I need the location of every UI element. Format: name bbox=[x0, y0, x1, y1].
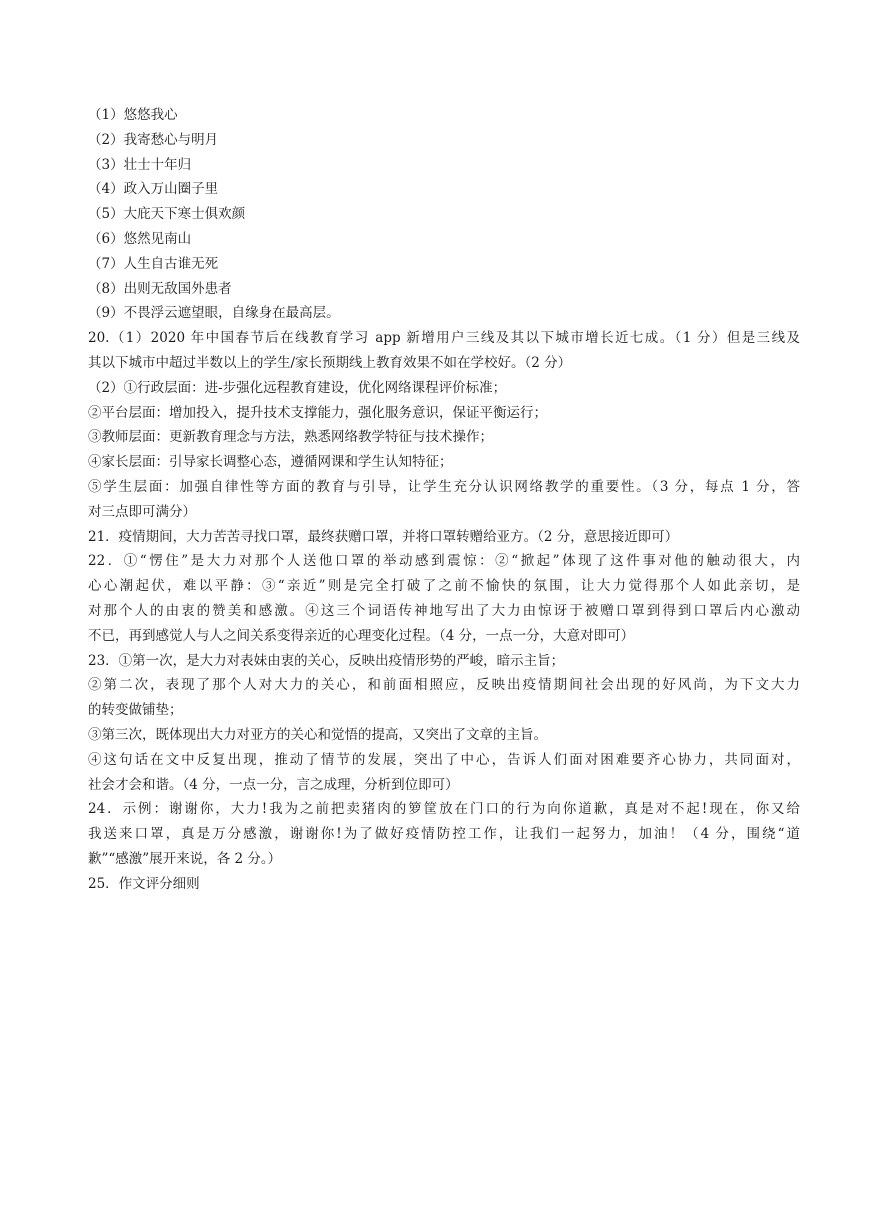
poem-answer-5: （5）大庇天下寒士俱欢颜 bbox=[88, 206, 246, 223]
poem-answer-3: （3）壮士十年归 bbox=[88, 156, 192, 173]
answer-key-page bbox=[88, 103, 800, 897]
q22-line-4: 不已，再到感觉人与人之间关系变得亲近的心理变化过程。（4 分，一点一分，大意对即可） bbox=[88, 627, 635, 644]
q20-line-5: ③教师层面：更新教育理念与方法，熟悉网络教学特征与技术操作； bbox=[88, 429, 493, 446]
poem-answer-6: （6）悠然见南山 bbox=[88, 230, 192, 247]
q22-line-1: 22．①“愣住”是大力对那个人送他口罩的举动感到震惊：②“掀起”体现了这件事对他的触动很大，内 bbox=[88, 553, 800, 570]
q24-line-2: 我送来口罩，真是万分感激，谢谢你!为了做好疫情防控工作，让我们一起努力，加油！（4 分，围绕“道 bbox=[88, 826, 800, 843]
q23-line-4: ③第三次，既体现出大力对亚方的关心和觉悟的提高，又突出了文章的主旨。 bbox=[88, 726, 547, 743]
q20-line-3: （2）①行政层面：进-步强化远程教育建设，优化网络课程评价标准； bbox=[88, 379, 507, 396]
poem-answer-2: （2）我寄愁心与明月 bbox=[88, 131, 219, 148]
q24-line-1: 24．示例：谢谢你，大力!我为之前把卖猪肉的箩筐放在门口的行为向你道歉，真是对不起!现在，你又给 bbox=[88, 801, 800, 818]
q23-line-2: ②第二次，表现了那个人对大力的关心，和前面相照应，反映出疫情期间社会出现的好风尚，为下文大力 bbox=[88, 677, 800, 694]
q25-line-1: 25．作文评分细则 bbox=[88, 875, 200, 892]
poem-answer-7: （7）人生自古谁无死 bbox=[88, 255, 219, 272]
q23-line-6: 社会才会和谐。（4 分，一点一分，言之成理，分析到位即可） bbox=[88, 776, 459, 793]
q23-line-5: ④这句话在文中反复出现，推动了情节的发展，突出了中心，告诉人们面对困难要齐心协力，共同面对， bbox=[88, 751, 800, 768]
q22-line-2: 心心潮起伏，难以平静：③“亲近”则是完全打破了之前不愉快的氛围，让大力觉得那个人如此亲切，是 bbox=[88, 578, 800, 595]
q23-line-1: 23．①第一次，是大力对表妹由衷的关心，反映出疫情形势的严峻，暗示主旨； bbox=[88, 652, 565, 669]
q20-line-1: 20.（1）2020 年中国春节后在线教育学习 app 新增用户三线及其以下城市增长近七成。（1 分）但是三线及 bbox=[88, 330, 800, 347]
poem-answer-1: （1）悠悠我心 bbox=[88, 107, 178, 123]
q20-line-4: ②平台层面：增加投入，提升技术支撑能力，强化服务意识，保证平衡运行； bbox=[88, 404, 547, 421]
q20-line-6: ④家长层面：引导家长调整心态，遵循网课和学生认知特征； bbox=[88, 454, 453, 471]
poem-answer-4: （4）政入万山圈子里 bbox=[88, 181, 219, 198]
q22-line-3: 对那个人的由衷的赞美和感激。④这三个词语传神地写出了大力由惊讶于被赠口罩到得到口罩后内心激动 bbox=[88, 602, 800, 619]
q24-line-3: 歉”“感激”展开来说，各 2 分。） bbox=[88, 850, 282, 867]
q20-line-7: ⑤学生层面：加强自律性等方面的教育与引导，让学生充分认识网络教学的重要性。（3 分，每点 1 分，答 bbox=[88, 478, 800, 495]
poem-answer-9: （9）不畏浮云遮望眼，自缘身在最高层。 bbox=[88, 305, 340, 322]
q20-line-8: 对三点即可满分） bbox=[88, 503, 196, 520]
poem-answer-8: （8）出则无敌国外患者 bbox=[88, 280, 232, 297]
q23-line-3: 的转变做铺垫； bbox=[88, 702, 183, 719]
q21-line-1: 21．疫情期间，大力苦苦寻找口罩，最终获赠口罩，并将口罩转赠给亚方。（2 分，意思接近即可） bbox=[88, 528, 679, 545]
q20-line-2: 其以下城市中超过半数以上的学生/家长预期线上教育效果不如在学校好。（2 分） bbox=[88, 354, 572, 371]
